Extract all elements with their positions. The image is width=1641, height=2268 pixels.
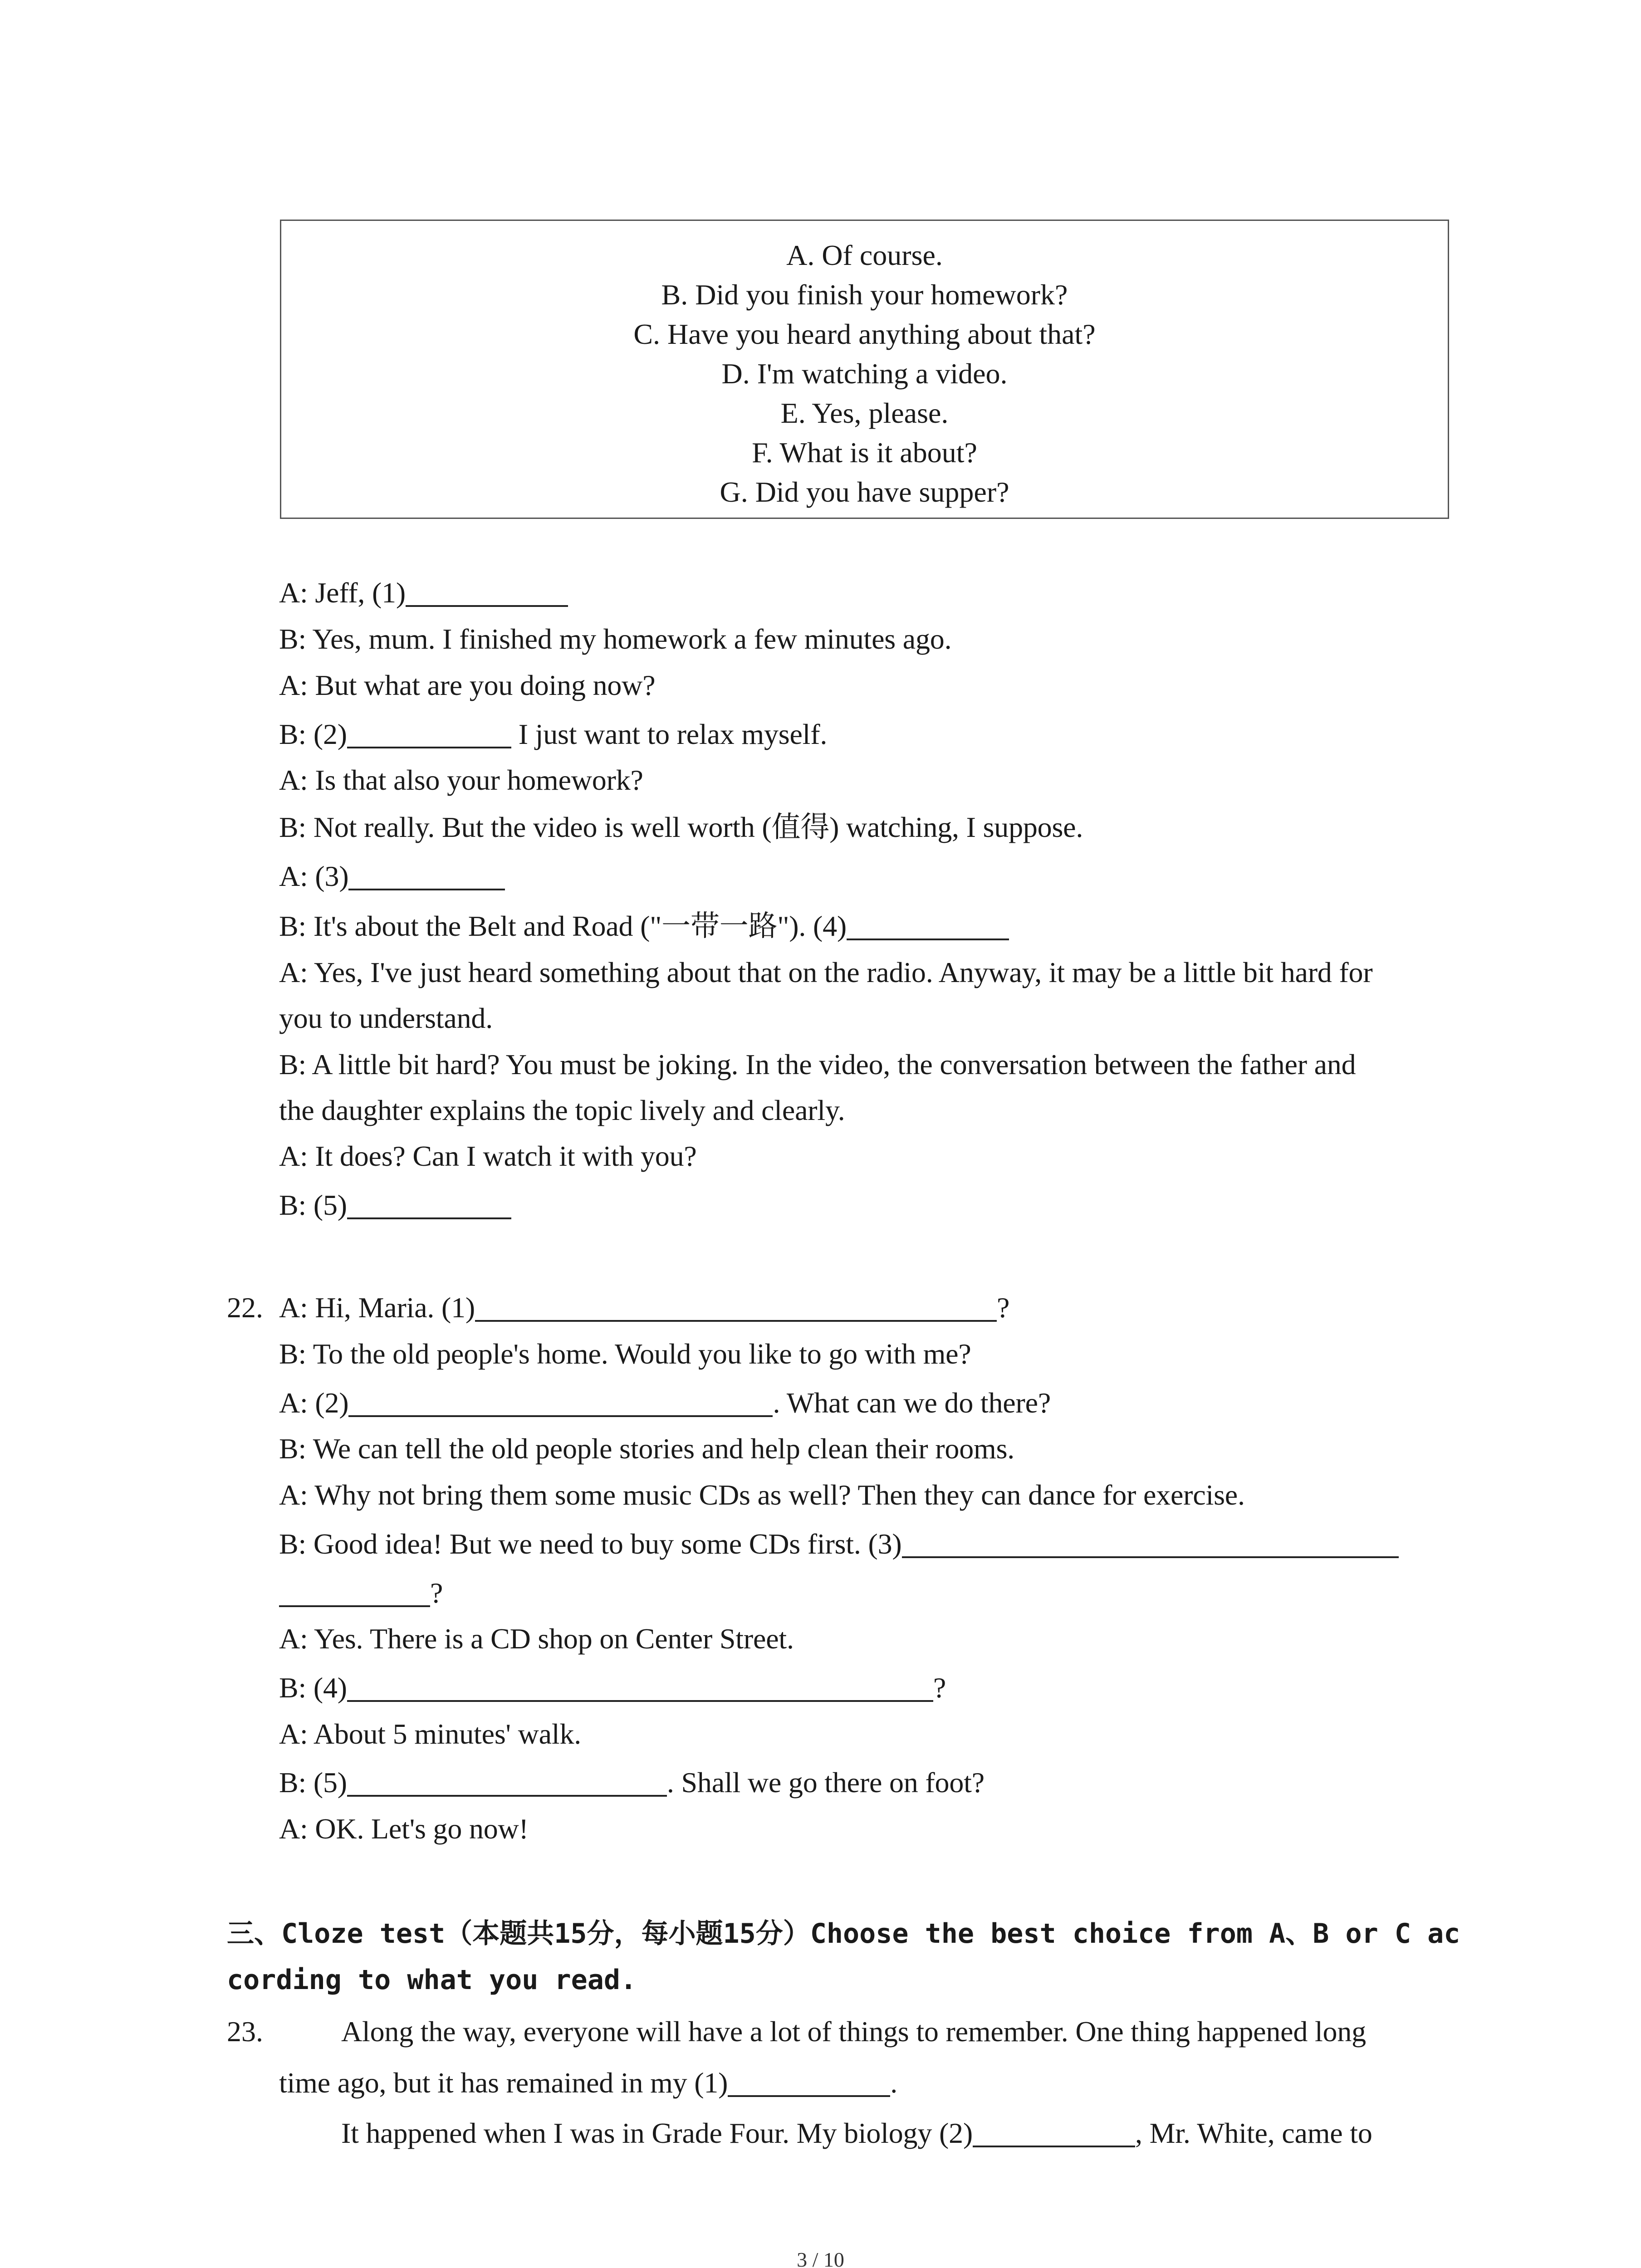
dialogue-text: B: (4) bbox=[279, 1672, 347, 1704]
dialogue-text: B: Good idea! But we need to buy some CDs first. (3) bbox=[279, 1528, 902, 1560]
dialogue-text: ? bbox=[933, 1672, 946, 1704]
dialogue1-line-5 bbox=[279, 763, 643, 798]
question-number-23: 23. bbox=[227, 2015, 263, 2048]
q23-line-1 bbox=[341, 2014, 1366, 2049]
dialogue-text: B: To the old people's home. Would you like to go with me? bbox=[279, 1338, 971, 1370]
q22-line-8 bbox=[279, 1621, 794, 1657]
dialogue-text: ? bbox=[430, 1577, 443, 1609]
answer-blank-5[interactable] bbox=[347, 1188, 511, 1219]
passage-text: . bbox=[890, 2067, 898, 2099]
dialogue-text: A: Yes. There is a CD shop on Center Street. bbox=[279, 1623, 794, 1655]
q22-line-9 bbox=[279, 1670, 946, 1706]
q23-line-2 bbox=[279, 2065, 897, 2101]
dialogue-text: B: Not really. But the video is well worth (值得) watching, I suppose. bbox=[279, 811, 1083, 843]
dialogue-text: the daughter explains the topic lively and clearly. bbox=[279, 1094, 845, 1126]
dialogue1-line-1 bbox=[279, 575, 568, 611]
dialogue-text: . What can we do there? bbox=[773, 1387, 1051, 1419]
dialogue1-line-13 bbox=[279, 1139, 697, 1174]
answer-blank-2[interactable] bbox=[347, 717, 511, 748]
section-heading-line-1: 三、Cloze test（本题共15分，每小题15分）Choose the best choice from A、B or C ac bbox=[227, 1918, 1460, 1950]
dialogue-text: B: It's about the Belt and Road ("一带一路"). (4) bbox=[279, 910, 847, 942]
passage-text: time ago, but it has remained in my (1) bbox=[279, 2067, 728, 2099]
options-box bbox=[280, 220, 1449, 519]
dialogue-text: . Shall we go there on foot? bbox=[666, 1766, 985, 1799]
dialogue-text: A: (2) bbox=[279, 1387, 349, 1419]
answer-blank-4[interactable] bbox=[847, 909, 1009, 940]
q22-blank-5[interactable] bbox=[347, 1765, 667, 1797]
dialogue-text: A: Yes, I've just heard something about that on the radio. Anyway, it may be a little bit hard for bbox=[279, 956, 1373, 988]
dialogue-text: B: Yes, mum. I finished my homework a few minutes ago. bbox=[279, 623, 952, 655]
dialogue-text: A: But what are you doing now? bbox=[279, 669, 656, 701]
dialogue-text: B: (5) bbox=[279, 1189, 347, 1221]
passage-text: It happened when I was in Grade Four. My biology (2) bbox=[341, 2117, 973, 2149]
dialogue-text: B: (5) bbox=[279, 1766, 347, 1799]
q22-line-3 bbox=[279, 1385, 1051, 1421]
q22-line-2 bbox=[279, 1336, 971, 1372]
question-number-22: 22. bbox=[227, 1291, 263, 1324]
dialogue1-line-14 bbox=[279, 1188, 511, 1223]
dialogue-text: you to understand. bbox=[279, 1002, 493, 1034]
q22-line-5 bbox=[279, 1477, 1245, 1513]
dialogue1-line-6 bbox=[279, 810, 1083, 845]
dialogue1-line-9 bbox=[279, 955, 1372, 990]
dialogue-text: A: About 5 minutes' walk. bbox=[279, 1718, 582, 1750]
dialogue-text: A: Hi, Maria. (1) bbox=[279, 1291, 475, 1324]
dialogue1-line-4 bbox=[279, 717, 827, 752]
q22-blank-4[interactable] bbox=[347, 1670, 933, 1702]
dialogue1-line-12 bbox=[279, 1093, 845, 1128]
q22-line-6 bbox=[279, 1526, 1399, 1562]
q23-line-3 bbox=[341, 2116, 1372, 2151]
dialogue1-line-7 bbox=[279, 859, 505, 894]
option-f: F. What is it about? bbox=[752, 436, 977, 469]
section-heading-line-2: cording to what you read. bbox=[227, 1964, 637, 1996]
q23-blank-2[interactable] bbox=[973, 2116, 1135, 2147]
option-e: E. Yes, please. bbox=[780, 397, 949, 429]
dialogue-text: ? bbox=[997, 1291, 1010, 1324]
dialogue-text: A: Why not bring them some music CDs as well? Then they can dance for exercise. bbox=[279, 1479, 1245, 1511]
dialogue1-line-10 bbox=[279, 1001, 493, 1036]
q22-line-11 bbox=[279, 1765, 985, 1800]
dialogue-text: A: (3) bbox=[279, 860, 349, 892]
dialogue-text: B: We can tell the old people stories and help clean their rooms. bbox=[279, 1432, 1015, 1465]
dialogue-text: A: Jeff, (1) bbox=[279, 577, 406, 609]
dialogue-text: B: (2) bbox=[279, 718, 347, 750]
dialogue-text: A: Is that also your homework? bbox=[279, 764, 643, 796]
q22-line-7 bbox=[279, 1575, 443, 1611]
page-number: 3 / 10 bbox=[797, 2248, 844, 2268]
q22-line-10 bbox=[279, 1716, 581, 1752]
q22-blank-2[interactable] bbox=[348, 1385, 773, 1417]
option-d: D. I'm watching a video. bbox=[721, 357, 1008, 390]
q22-blank-1[interactable] bbox=[475, 1290, 997, 1322]
option-g: G. Did you have supper? bbox=[720, 476, 1009, 508]
dialogue-text: A: OK. Let's go now! bbox=[279, 1813, 529, 1845]
dialogue1-line-11 bbox=[279, 1047, 1356, 1082]
dialogue-text: I just want to relax myself. bbox=[511, 718, 828, 750]
answer-blank-1[interactable] bbox=[406, 575, 568, 607]
q22-blank-3b[interactable] bbox=[279, 1575, 430, 1607]
q22-line-12 bbox=[279, 1811, 529, 1847]
dialogue-text: B: A little bit hard? You must be joking. In the video, the conversation between the father and bbox=[279, 1048, 1356, 1080]
dialogue1-line-3 bbox=[279, 668, 655, 703]
q22-line-1 bbox=[279, 1290, 1009, 1325]
option-a: A. Of course. bbox=[786, 239, 943, 271]
option-b: B. Did you finish your homework? bbox=[661, 279, 1068, 311]
passage-text: , Mr. White, came to bbox=[1135, 2117, 1372, 2149]
passage-text: Along the way, everyone will have a lot of things to remember. One thing happened long bbox=[341, 2015, 1366, 2048]
dialogue1-line-8 bbox=[279, 909, 1009, 944]
q22-blank-3a[interactable] bbox=[902, 1526, 1399, 1558]
dialogue-text: A: It does? Can I watch it with you? bbox=[279, 1140, 697, 1172]
q22-line-4 bbox=[279, 1431, 1014, 1466]
option-c: C. Have you heard anything about that? bbox=[633, 318, 1096, 350]
q23-blank-1[interactable] bbox=[728, 2065, 890, 2097]
dialogue1-line-2 bbox=[279, 621, 951, 657]
answer-blank-3[interactable] bbox=[348, 859, 505, 890]
